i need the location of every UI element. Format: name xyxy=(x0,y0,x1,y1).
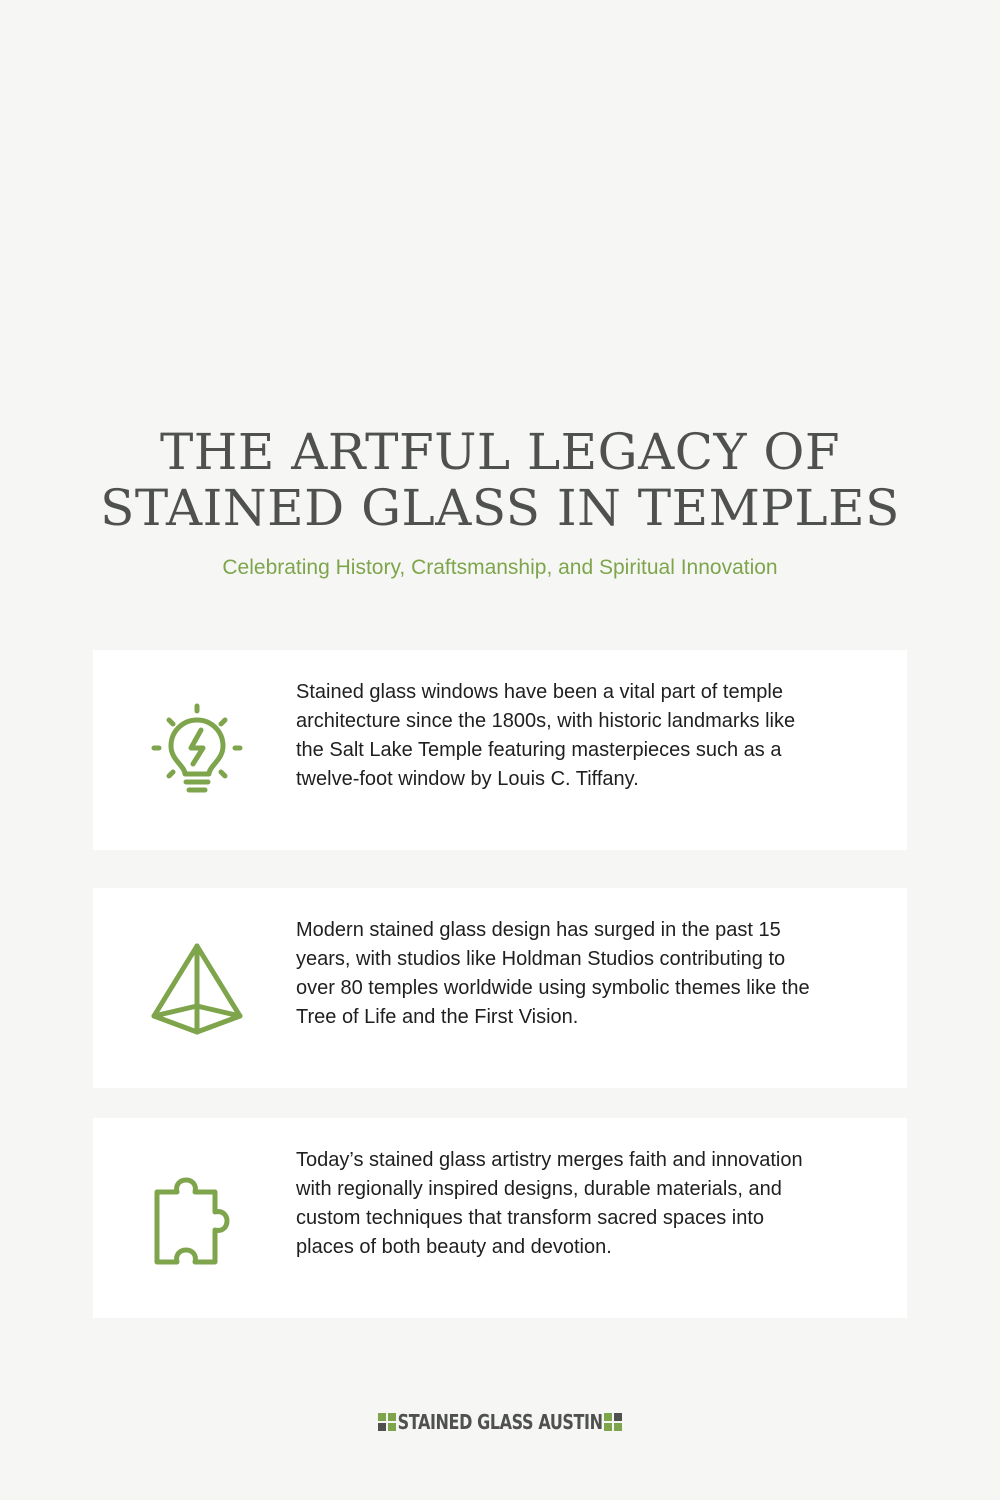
pyramid-icon xyxy=(149,940,245,1036)
info-card-history xyxy=(93,650,907,850)
page-title-line-2: STAINED GLASS IN TEMPLES xyxy=(100,479,900,537)
logo-mark-right-icon xyxy=(604,1413,622,1431)
info-card-text: Today’s stained glass artistry merges faith and innovation with regionally inspired designs, durable materials, and custom techniques that transform sacred spaces into places of both beauty and devotion. xyxy=(296,1149,803,1258)
brand-logo xyxy=(0,1406,1000,1438)
brand-name: STAINED GLASS AUSTIN xyxy=(397,1410,603,1434)
info-card-text: Modern stained glass design has surged in the past 15 years, with studios like Holdman Studios contributing to over 80 temples worldwide using symbolic themes like the Tree of Life and the First Vision. xyxy=(296,919,810,1028)
puzzle-piece-icon xyxy=(149,1170,245,1266)
lightbulb-icon xyxy=(149,702,245,798)
page-title-line-1: THE ARTFUL LEGACY OF xyxy=(159,423,841,481)
info-card-modern-design xyxy=(93,888,907,1088)
logo-mark-left-icon xyxy=(378,1413,396,1431)
page-subtitle: Celebrating History, Craftsmanship, and Spiritual Innovation xyxy=(222,556,778,579)
info-card-innovation xyxy=(93,1118,907,1318)
page-title xyxy=(0,424,1000,536)
info-card-text: Stained glass windows have been a vital part of temple architecture since the 1800s, with historic landmarks like the Salt Lake Temple featuring masterpieces such as a twelve-foot window by Louis C. Tiffany. xyxy=(296,681,796,790)
